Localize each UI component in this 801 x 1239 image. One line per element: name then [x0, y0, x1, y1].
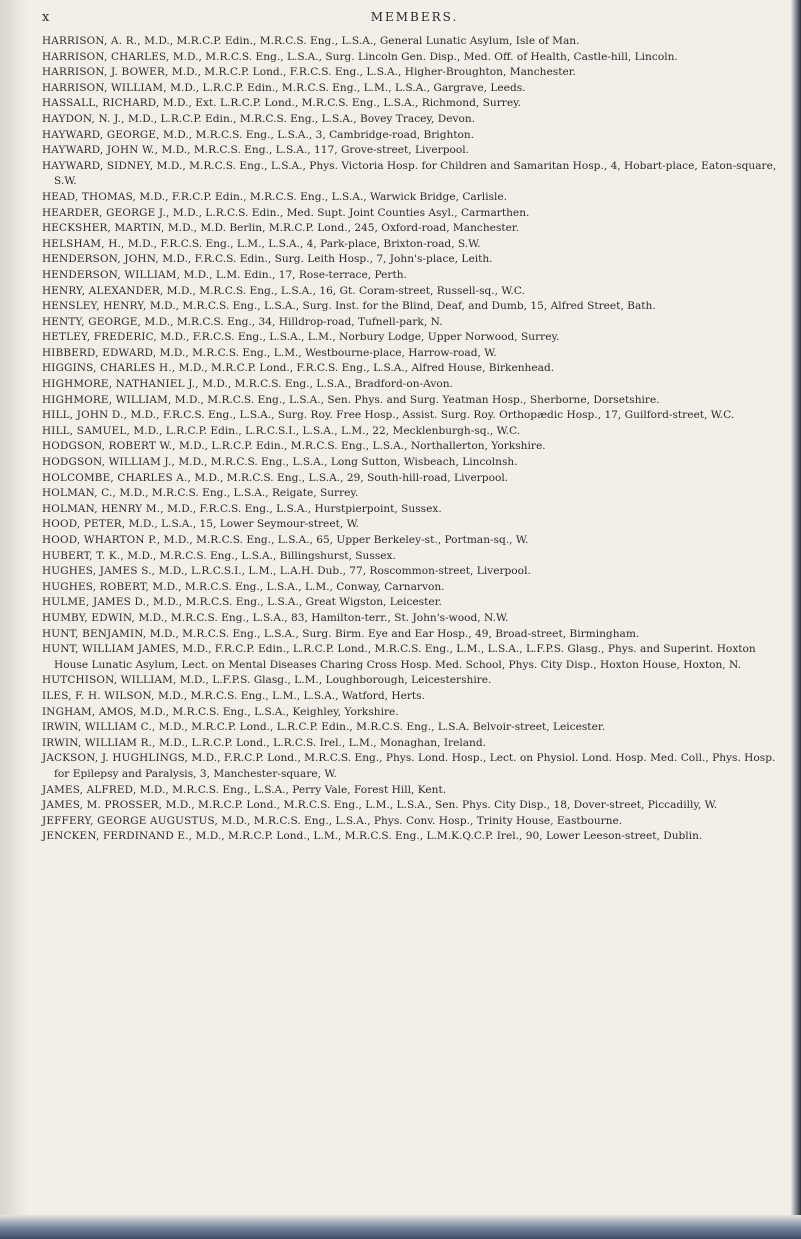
member-name: HASSALL, RICHARD, — [42, 97, 160, 110]
member-details: M.D., M.R.C.S. Eng., L.S.A., Keighley, Yorkshire. — [136, 705, 399, 718]
member-details: M.D., L.R.C.S. Edin., Med. Supt. Joint Counties Asyl., Carmarthen. — [169, 206, 530, 219]
member-name: HARRISON, A. R., — [42, 35, 141, 47]
member-name: HENDERSON, JOHN, — [42, 253, 159, 266]
member-details: M.D., M.R.C.S. Eng., L.S.A., 65, Upper Berkeley-st., Portman-sq., W. — [160, 534, 529, 546]
member-entry — [42, 206, 787, 222]
page-edge-right — [791, 0, 801, 1239]
member-entry — [42, 96, 787, 112]
member-entry — [42, 673, 787, 689]
member-entry — [42, 720, 787, 736]
member-entry — [42, 580, 787, 596]
member-entry — [42, 268, 787, 284]
member-details: M.D., M.R.C.S. Eng., L.S.A., L.M., Conway, Carnarvon. — [149, 580, 445, 593]
member-name: HOOD, WHARTON P., — [42, 534, 161, 546]
member-entry — [42, 611, 787, 627]
member-entry — [42, 486, 787, 502]
member-details: M.D., M.R.C.S. Eng., L.S.A., Perry Vale, Forest Hill, Kent. — [136, 783, 447, 796]
member-details: M.D., F.R.C.S. Eng., L.S.A., Surg. Roy. Free Hosp., Assist. Surg. Roy. Orthopædic Hosp., 17, Guilford-street, W.C. — [127, 409, 735, 422]
member-details: M.D., M.R.C.S. Eng., L.S.A., 117, Grove-street, Liverpool. — [158, 144, 470, 157]
member-name: HECKSHER, MARTIN, — [42, 222, 165, 235]
member-name: ILES, F. H. WILSON, — [42, 689, 155, 702]
member-name: IRWIN, WILLIAM R., — [42, 736, 156, 749]
member-entry — [42, 34, 787, 50]
member-details: M.D., F.R.C.S. Eng., L.M., L.S.A., 4, Park-place, Brixton-road, S.W. — [124, 237, 481, 250]
member-details: M.D., F.R.C.P. Edin., L.R.C.P. Lond., M.R.C.S. Eng., L.M., L.S.A., L.F.P.S. Glasg., Phys. and Superint. Hoxton House Lunatic Asylum, Lect. on Mental Diseases Charing Cross Hosp. Med. School, Phys. City Disp., Hoxton House, Hoxton, N. — [54, 643, 756, 671]
member-name: JAMES, ALFRED, — [42, 783, 137, 796]
member-entry — [42, 81, 787, 97]
member-entry — [42, 627, 787, 643]
member-entry — [42, 517, 787, 533]
member-entry — [42, 783, 787, 799]
member-details: M.D., M.R.C.P. Lond., L.M., M.R.C.S. Eng., L.M.K.Q.C.P. Irel., 90, Lower Leeson-street, Dublin. — [192, 830, 703, 843]
member-name: HUBERT, T. K., — [42, 549, 124, 562]
member-entry — [42, 564, 787, 580]
member-name: HUGHES, ROBERT, — [42, 580, 150, 593]
member-details: M.D., F.R.C.S. Eng., L.S.A., L.M., Norbury Lodge, Upper Norwood, Surrey. — [156, 331, 560, 344]
member-entry — [42, 829, 787, 845]
member-name: HULME, JAMES D., — [42, 596, 150, 609]
member-details: M.D., L.R.C.P. Edin., M.R.C.S. Eng., L.M., L.S.A., Gargrave, Leeds. — [166, 81, 526, 94]
member-name: JAMES, M. PROSSER, — [42, 799, 163, 812]
member-details: M.D., M.R.C.S. Eng., L.S.A., 16, Gt. Coram-street, Russell-sq., W.C. — [163, 284, 525, 297]
member-entry — [42, 237, 787, 253]
member-name: HUMBY, EDWIN, — [42, 611, 136, 624]
member-details: M.D., M.R.C.P. Lond., M.R.C.S. Eng., L.M., L.S.A., Sen. Phys. City Disp., 18, Dover-street, Piccadilly, W. — [162, 799, 718, 812]
member-name: HENSLEY, HENRY, — [42, 300, 147, 313]
member-name: HAYDON, N. J., — [42, 112, 125, 125]
member-entry — [42, 315, 787, 331]
member-entry — [42, 190, 787, 206]
member-name: HOLMAN, C., — [42, 487, 117, 500]
member-entry — [42, 502, 787, 518]
member-name: HIGGINS, CHARLES H., — [42, 362, 176, 375]
member-details: M.D., L.R.C.P. Lond., L.R.C.S. Irel., L.M., Monaghan, Ireland. — [155, 736, 487, 749]
member-entry — [42, 642, 787, 673]
member-name: HOOD, PETER, — [42, 518, 126, 531]
member-entry — [42, 50, 787, 66]
member-details: M.D., M.R.C.P. Edin., M.R.C.S. Eng., L.S.A., General Lunatic Asylum, Isle of Man. — [140, 35, 580, 47]
member-details: M.D., L.R.C.P. Edin., M.R.C.S. Eng., L.S.A., Northallerton, Yorkshire. — [175, 440, 546, 453]
member-details: M.D., M.R.C.S. Eng., L.S.A., 29, South-hill-road, Liverpool. — [190, 471, 509, 484]
member-details: M.D., M.R.C.S. Eng., L.S.A., 83, Hamilton-terr., St. John's-wood, N.W. — [135, 611, 509, 624]
member-entry — [42, 330, 787, 346]
member-details: M.D., M.R.C.S. Eng., L.S.A., Surg. Lincoln Gen. Disp., Med. Off. of Health, Castle-hill, Lincoln. — [169, 50, 678, 63]
member-details: M.D., F.R.C.P. Lond., M.R.C.S. Eng., Phys. Lond. Hosp., Lect. on Physiol. Lond. Hosp. Med. Coll., Phys. Hosp. for Epilepsy and Paralysis, 3, Manchester-square, W. — [54, 752, 776, 780]
member-name: HIGHMORE, NATHANIEL J., — [42, 378, 199, 391]
member-name: HIBBERD, EDWARD, — [42, 346, 157, 359]
member-name: HILL, JOHN D., — [42, 409, 128, 422]
member-details: M.D., M.R.C.P. Lond., F.R.C.S. Eng., L.S.A., Alfred House, Birkenhead. — [175, 362, 555, 375]
member-details: M.D., M.D. Berlin, M.R.C.P. Lond., 245, Oxford-road, Manchester. — [164, 222, 520, 235]
member-details: M.D., F.R.C.P. Edin., M.R.C.S. Eng., L.S.A., Warwick Bridge, Carlisle. — [136, 190, 508, 203]
member-details: M.D., M.R.C.S. Eng., L.S.A., Billingshurst, Sussex. — [123, 549, 396, 562]
member-name: HENRY, ALEXANDER, — [42, 284, 164, 297]
member-details: M.D., M.R.C.S. Eng., 34, Hilldrop-road, Tufnell-park, N. — [141, 315, 443, 328]
member-name: HUNT, BENJAMIN, — [42, 627, 147, 640]
member-details: M.D., M.R.C.S. Eng., L.S.A., Surg. Birm. Eye and Ear Hosp., 49, Broad-street, Birmingham. — [146, 627, 640, 640]
member-name: HOLCOMBE, CHARLES A., — [42, 471, 191, 484]
member-name: HIGHMORE, WILLIAM, — [42, 393, 172, 406]
member-entry — [42, 393, 787, 409]
member-entry — [42, 112, 787, 128]
member-details: M.D., M.R.C.S. Eng., L.S.A., Surg. Inst. for the Blind, Deaf, and Dumb, 15, Alfred Street, Bath. — [146, 300, 656, 313]
page-edge-left — [0, 0, 26, 1239]
member-entry — [42, 408, 787, 424]
member-entry — [42, 798, 787, 814]
member-name: INGHAM, AMOS, — [42, 705, 137, 718]
member-details: M.D., L.F.P.S. Glasg., L.M., Loughborough, Leicestershire. — [176, 674, 492, 687]
member-entry — [42, 705, 787, 721]
page-header — [42, 8, 787, 34]
member-details: M.D., Ext. L.R.C.P. Lond., M.R.C.S. Eng., L.S.A., Richmond, Surrey. — [159, 97, 522, 110]
member-details: M.D., F.R.C.S. Edin., Surg. Leith Hosp., 7, John's-place, Leith. — [158, 253, 493, 266]
member-entry — [42, 143, 787, 159]
member-name: JENCKEN, FERDINAND E., — [42, 830, 193, 843]
member-name: HUTCHISON, WILLIAM, — [42, 674, 177, 687]
member-name: HEAD, THOMAS, — [42, 190, 137, 203]
member-details: M.D., M.R.C.S. Eng., L.M., Westbourne-place, Harrow-road, W. — [156, 346, 497, 359]
member-details: M.D., L.M. Edin., 17, Rose-terrace, Perth. — [180, 268, 407, 281]
member-entry — [42, 549, 787, 565]
member-entry — [42, 361, 787, 377]
member-name: HOLMAN, HENRY M., — [42, 502, 164, 515]
member-details: M.D., L.S.A., 15, Lower Seymour-street, W. — [125, 518, 359, 531]
member-entry — [42, 221, 787, 237]
member-name: HILL, SAMUEL, — [42, 424, 130, 437]
member-details: M.D., L.R.C.P. Edin., M.R.C.S. Eng., L.S.A., Bovey Tracey, Devon. — [124, 112, 476, 125]
member-name: HAYWARD, SIDNEY, — [42, 159, 154, 172]
member-name: HARRISON, WILLIAM, — [42, 81, 167, 94]
member-entry — [42, 128, 787, 144]
member-details: M.D., M.R.C.S. Eng., L.S.A., Reigate, Surrey. — [116, 487, 359, 500]
member-entry — [42, 814, 787, 830]
member-details: M.D., L.R.C.P. Edin., L.R.C.S.I., L.S.A., L.M., 22, Mecklenburgh-sq., W.C. — [129, 424, 521, 437]
member-name: HELSHAM, H., — [42, 237, 125, 250]
member-name: JEFFERY, GEORGE AUGUSTUS, — [42, 814, 218, 827]
member-entry — [42, 439, 787, 455]
member-list — [42, 34, 787, 845]
member-details: M.D., F.R.C.S. Eng., L.S.A., Hurstpierpoint, Sussex. — [163, 502, 442, 515]
member-name: HARRISON, CHARLES, — [42, 50, 170, 63]
member-entry — [42, 346, 787, 362]
member-entry — [42, 299, 787, 315]
member-name: HUGHES, JAMES S., — [42, 565, 156, 578]
member-entry — [42, 595, 787, 611]
member-entry — [42, 424, 787, 440]
page-number: x — [42, 10, 50, 25]
member-name: HODGSON, ROBERT W., — [42, 440, 176, 453]
member-name: HUNT, WILLIAM JAMES, — [42, 643, 179, 656]
member-name: HEARDER, GEORGE J., — [42, 206, 170, 219]
member-entry — [42, 377, 787, 393]
member-entry — [42, 689, 787, 705]
running-head: MEMBERS. — [370, 10, 459, 24]
member-name: HENDERSON, WILLIAM, — [42, 268, 181, 281]
member-details: M.D., M.R.C.S. Eng., L.S.A., Long Sutton, Wisbeach, Lincolnsh. — [174, 456, 518, 469]
member-entry — [42, 65, 787, 81]
member-entry — [42, 284, 787, 300]
member-details: M.D., M.R.C.S. Eng., L.S.A., Phys. Conv. Hosp., Trinity House, Eastbourne. — [217, 814, 623, 827]
member-name: IRWIN, WILLIAM C., — [42, 721, 156, 734]
member-details: M.D., L.R.C.S.I., L.M., L.A.H. Dub., 77, Roscommon-street, Liverpool. — [155, 565, 531, 578]
member-name: HAYWARD, GEORGE, — [42, 128, 160, 141]
member-entry — [42, 471, 787, 487]
member-entry — [42, 533, 787, 549]
member-details: M.D., M.R.C.P. Lond., L.R.C.P. Edin., M.R.C.S. Eng., L.S.A. Belvoir-street, Leicester. — [155, 721, 606, 734]
member-entry — [42, 751, 787, 782]
member-details: M.D., M.R.C.S. Eng., L.S.A., Great Wigston, Leicester. — [149, 596, 442, 609]
member-entry — [42, 159, 787, 190]
member-details: M.D., M.R.C.S. Eng., L.S.A., Phys. Victoria Hosp. for Children and Samaritan Hosp., 4, Hobart-place, Eaton-square, S.W. — [54, 159, 777, 188]
member-entry — [42, 736, 787, 752]
page-edge-bottom — [0, 1215, 801, 1239]
member-details: M.D., M.R.C.S. Eng., L.S.A., Sen. Phys. and Surg. Yeatman Hosp., Sherborne, Dorsetshire. — [171, 393, 660, 406]
member-details: M.D., M.R.C.S. Eng., L.M., L.S.A., Watford, Herts. — [154, 689, 425, 702]
member-name: HARRISON, J. BOWER, — [42, 66, 169, 79]
member-name: JACKSON, J. HUGHLINGS, — [42, 752, 189, 765]
member-entry — [42, 252, 787, 268]
member-details: M.D., M.R.C.S. Eng., L.S.A., 3, Cambridge-road, Brighton. — [159, 128, 475, 141]
member-name: HAYWARD, JOHN W., — [42, 144, 159, 157]
member-name: HENTY, GEORGE, — [42, 315, 142, 328]
member-details: M.D., M.R.C.P. Lond., F.R.C.S. Eng., L.S.A., Higher-Broughton, Manchester. — [168, 66, 576, 79]
member-name: HODGSON, WILLIAM J., — [42, 456, 175, 469]
member-details: M.D., M.R.C.S. Eng., L.S.A., Bradford-on-Avon. — [198, 378, 453, 391]
member-entry — [42, 455, 787, 471]
member-name: HETLEY, FREDERIC, — [42, 331, 157, 344]
document-page — [42, 8, 787, 1203]
